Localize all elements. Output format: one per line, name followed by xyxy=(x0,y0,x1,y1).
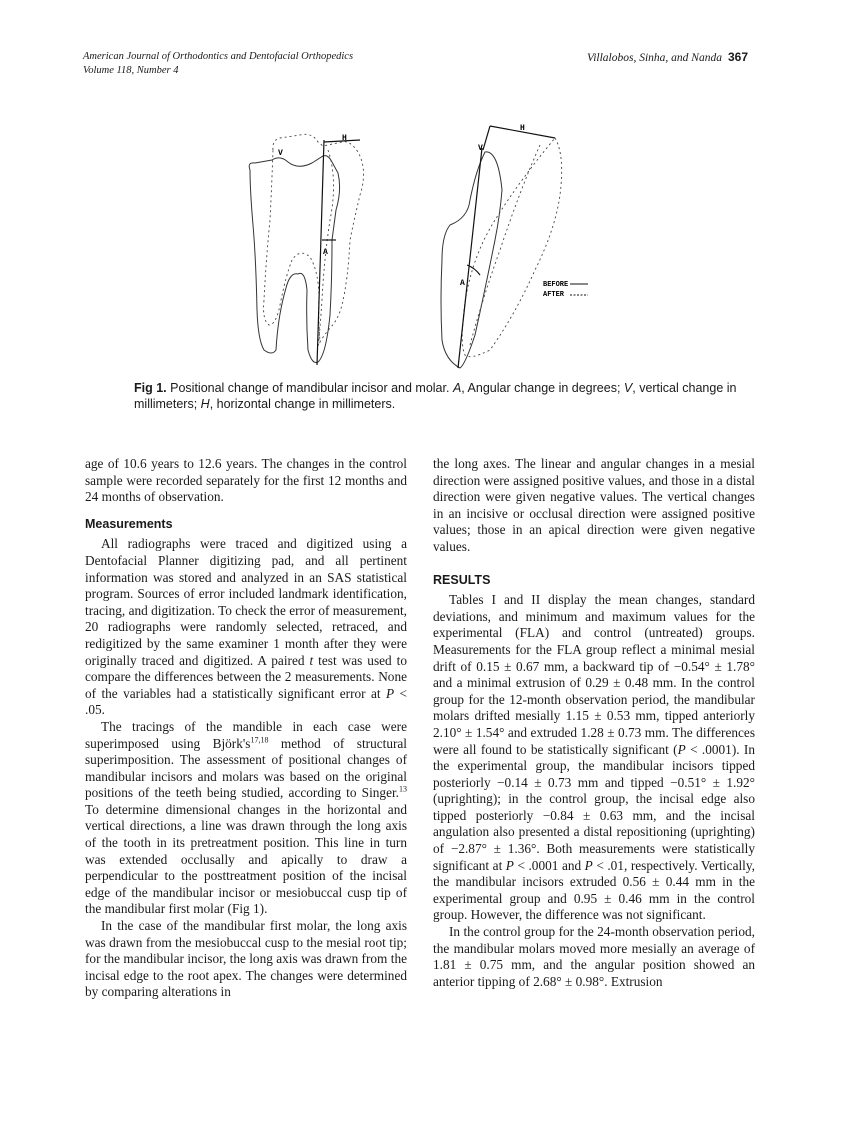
citation: 17,18 xyxy=(250,735,269,745)
paragraph: age of 10.6 years to 12.6 years. The changes in the control sample were recorded separately for the first 12 months and 24 months of observation. xyxy=(85,456,407,505)
right-column xyxy=(433,456,755,990)
incisor-label-h: H xyxy=(520,124,525,133)
caption-label: Fig 1. xyxy=(134,381,167,395)
paragraph: All radiographs were traced and digitized using a Dentofacial Planner digitizing pad, and all pertinent information was stored and analyzed in an SAS statistical program. Sources of error included landmark identification, tracing, and digitization. To check the error of measurement, 20 radiographs were randomly selected, retraced, and redigitized by the same examiner 1 month after they were originally traced and digitized. A paired t test was used to compare the differences between the 2 measurements. None of the variables had a statistically significant error at P < .05. xyxy=(85,536,407,718)
incisor-label-a: A xyxy=(460,279,465,288)
paragraph: Tables I and II display the mean changes, standard deviations, and minimum and maximum values for the experimental (FLA) and control (untreated) groups. Measurements for the FLA group reflect a minimal mesial drift of 0.15 ± 0.67 mm, a backward tip of −0.54° ± 1.78° and a minimal extrusion of 0.29 ± 0.48 mm. In the control group for the 12-month observation period, the mandibular molars drifted mesially 1.15 ± 0.53 mm, tipped anteriorly 2.10° ± 1.54° and extruded 1.28 ± 0.73 mm. The differences were all found to be statistically significant (P < .0001). In the experimental group, the mandibular incisors tipped posteriorly −0.14 ± 0.73 mm and tipped −0.51° ± 1.92° (uprighting); in the control group, the incisal edge also tipped posteriorly −0.84 ± 0.63 mm, and the incisal angulation also presented a distal repositioning (uprighting) of −2.87° ± 1.36°. Both measurements were statistically significant at P < .0001 and P < .01, respectively. Vertically, the mandibular incisors extruded 0.56 ± 0.44 mm in the experimental group and 0.95 ± 0.46 mm in the control group. However, the difference was not significant. xyxy=(433,592,756,923)
paragraph: the long axes. The linear and angular changes in a mesial direction were assigned positive values, and those in a distal direction were given negative values. The vertical changes in an incisive or occlusal direction were assigned positive values; those in an apical direction were given negative values. xyxy=(433,456,755,554)
paragraph: In the control group for the 24-month observation period, the mandibular molars moved more mesially an average of 1.81 ± 0.75 mm, and the angular position showed an anterior tipping of 2.68° ± 0.98°. Extrusion xyxy=(433,924,755,989)
incisor-before-outline xyxy=(441,152,502,368)
molar-label-h: H xyxy=(342,134,347,143)
running-head-left xyxy=(83,50,353,78)
section-heading-measurements: Measurements xyxy=(85,516,173,531)
paragraph: In the case of the mandibular first molar, the long axis was drawn from the mesiobuccal cusp to the mesial root tip; for the mandibular incisor, the long axis was drawn from the incisal edge to the root apex. The changes were determined by comparing alterations in xyxy=(85,918,407,1000)
legend-after: AFTER xyxy=(543,291,565,299)
incisor-label-v: V xyxy=(478,144,483,153)
page-number: 367 xyxy=(727,50,748,64)
legend xyxy=(543,281,588,299)
left-column xyxy=(85,456,407,1001)
authors: Villalobos, Sinha, and Nanda xyxy=(587,52,722,64)
figure-1 xyxy=(220,110,620,380)
journal-title: American Journal of Orthodontics and Dentofacial Orthopedics xyxy=(83,51,354,62)
incisor-long-axis xyxy=(458,148,482,368)
tooth-diagram xyxy=(220,110,620,380)
molar-label-v: V xyxy=(278,149,283,158)
molar-label-a: A xyxy=(323,248,328,257)
incisor-after-inner xyxy=(470,145,540,345)
citation: 13 xyxy=(399,784,407,794)
molar-after-outline xyxy=(264,134,364,342)
figure-caption: Fig 1. Positional change of mandibular incisor and molar. A, Angular change in degrees; V, vertical change in millimeters; H, horizontal change in millimeters. xyxy=(134,381,737,411)
legend-before: BEFORE xyxy=(543,281,569,289)
molar-before-outline xyxy=(249,156,339,363)
running-head-right xyxy=(587,50,748,65)
journal-volume: Volume 118, Number 4 xyxy=(83,65,179,76)
paragraph: The tracings of the mandible in each case were superimposed using $Björk's^{17,18}$ method of structural superimposition. The assessment of positional changes of mandibular incisors and molars was based on the original positions of the teeth being studied, according to Singer.$^{13}$ To determine dimensional changes in the horizontal and vertical directions, a line was drawn through the long axis of the tooth in its pretreatment position. This line in turn was extended occlusally and apically to draw a perpendicular to the posttreatment position of the incisal edge of the mandibular incisor or mesiobuccal cusp tip of the mandibular first molar (Fig 1). xyxy=(85,718,407,917)
incisor-vertical-line xyxy=(483,126,490,150)
section-heading-results: RESULTS xyxy=(433,572,491,587)
